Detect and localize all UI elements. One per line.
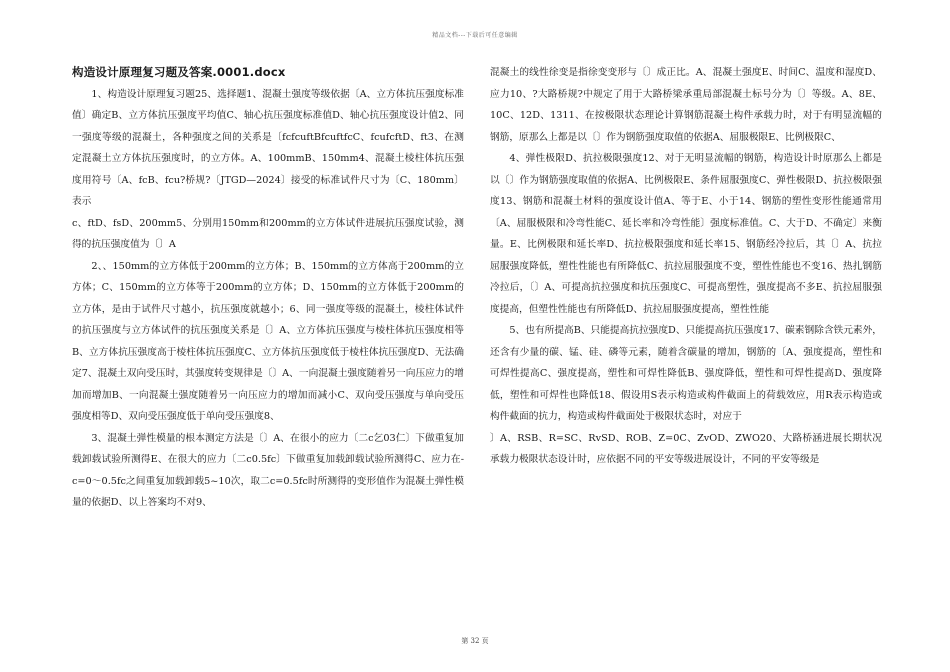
page-header: 精品文档---下载后可任意编辑 bbox=[432, 32, 518, 39]
paragraph: 1、构造设计原理复习题25、选择题1、混凝土强度等级依据〔A、立方体抗压强度标准值〕确定B、立方体抗压强度平均值C、轴心抗压强度标准值D、轴心抗压强度设计值2、同一强度等级的混凝土，各种强度之间的关系是〔fcfcuftBfcuftfcC、fcufcftD、ft3、在测定混凝土立方体抗压强度时，的立方体。A、100mmB、150mm4、混凝土棱柱体抗压强度用符号〔A、fcB、fcu?桥规?〔JTGD—2024〕接受的标准试件尺寸为〔C、180mm〕表示 bbox=[72, 88, 464, 207]
paragraph: 3、混凝土弹性模量的根本测定方法是〔〕A、在很小的应力〔二c乞03仁〕下做重复加载卸载试验所测得E、在很大的应力〔二c0.5fc〕下做重复加载卸载试验所测得C、应力在-c=0〜0.5fc之间重复加载卸载5~10次，取二c=0.5fc时所测得的变形值作为混凝土弹性模量的依据D、以上答案均不对9、 bbox=[72, 432, 464, 508]
document-title: 构造设计原理复习题及答案.0001.docx bbox=[72, 65, 286, 79]
paragraph: c、ftD、fsD、200mm5、分别用150mm和200mm的立方体试件进展抗压强度试验，测得的抗压强度值为〔〕A bbox=[72, 217, 464, 250]
paragraph: 〕A、RSB、R=SC、RvSD、ROB、Z=0C、ZvOD、ZWO20、大路桥涵进展长期状况承载力极限状态设计时，应依据不同的平安等级进展设计，不同的平安等级是 bbox=[490, 432, 882, 465]
page-number: 第 32 页 bbox=[461, 637, 489, 645]
left-column bbox=[72, 62, 464, 622]
paragraph: 混凝土的线性徐变是指徐变变形与〔〕成正比。A、混凝土强度E、时间C、温度和湿度D、应力10、?大路桥规?中规定了用于大路桥梁承重局部混凝土标号分为〔〕等级。A、8E、10C、12D、1311、在按极限状态理论计算钢筋混凝土构件承载力时，对于有明显流幅的钢筋，原那么上都是以〔〕作为钢筋强度取值的依据A、屈服极限E、比例极限C、 bbox=[490, 67, 882, 143]
paragraph: 5、也有所提高B、只能提高抗拉强度D、只能提高抗压强度17、碳素钢除含铁元素外，还含有少量的碳、锰、硅、磷等元素，随着含碳量的增加，钢筋的〔A、强度提高，塑性和可焊性提高C、强度提高，塑性和可焊性降低B、强度降低，塑性和可焊性提高D、强度降低，塑性和可焊性也降低18、假设用S表示构造或构件截面上的荷载效应，用R表示构造或构件截面的抗力，构造或构件截面处于极限状态时，对应于 bbox=[490, 325, 882, 422]
paragraph: 2、、150mm的立方体低于200mm的立方体；B、150mm的立方体高于200mm的立方体；C、150mm的立方体等于200mm的立方体；D、150mm的立方体低于200mm的立方体，是由于试件尺寸越小，抗压强度就越小；6、同一强度等级的混凝土，棱柱体试件的抗压强度与立方体试件的抗压强度关系是〔〕A、立方体抗压强度与棱柱体抗压强度相等B、立方体抗压强度高于棱柱体抗压强度C、立方体抗压强度低于棱柱体抗压强度D、无法确定7、混凝土双向受压时，其强度转变规律是〔〕A、一向混凝土强度随着另一向压应力的增加而增加B、一向混凝土强度随着另一向压应力的增加而减小C、双向受压强度与单向受压强度相等D、双向受压强度低于单向受压强度8、 bbox=[72, 260, 464, 422]
right-column bbox=[490, 62, 882, 622]
paragraph: 4、弹性极限D、抗拉极限强度12、对于无明显流幅的钢筋，构造设计时原那么上都是以〔〕作为钢筋强度取值的依据A、比例极限E、条件屈服强度C、弹性极限D、抗拉极限强度13、钢筋和混凝土材料的强度设计值A、等于E、小于14、钢筋的塑性变形性能通常用〔A、屈服极限和冷弯性能C、延长率和冷弯性能〕强度标准值。C、大于D、不确定〕来衡量。E、比例极限和延长率D、抗拉极限强度和延长率15、钢筋经冷拉后，其〔〕A、抗拉屈服强度降低，塑性性能也有所降低C、抗拉屈服强度不变，塑性性能也不变16、热扎钢筋冷拉后，〔〕A、可提高抗拉强度和抗压强度C、可提高塑性，强度提高不多E、抗拉屈服强度提高，但塑性性能也有所降低D、抗拉屈服强度提高，塑性性能 bbox=[490, 153, 882, 315]
